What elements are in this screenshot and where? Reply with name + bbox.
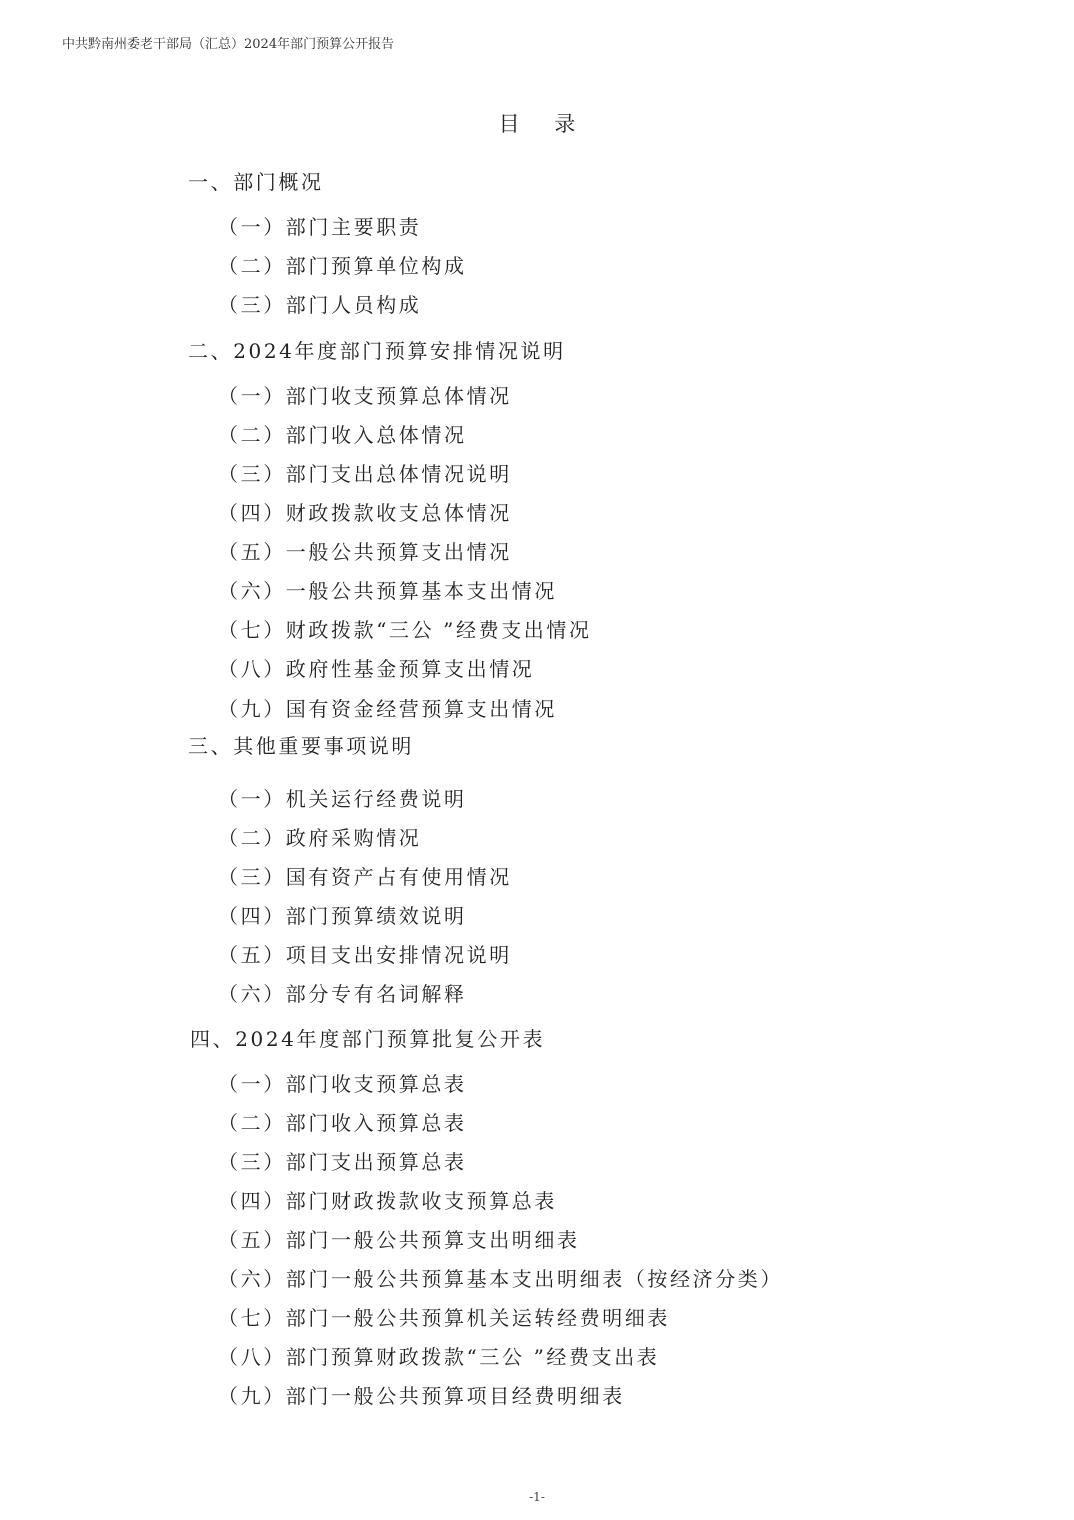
toc-item-2-6[interactable]: （六）一般公共预算基本支出情况 [218, 579, 557, 603]
toc-item-2-5[interactable]: （五）一般公共预算支出情况 [218, 540, 512, 564]
toc-item-3-3[interactable]: （三）国有资产占有使用情况 [218, 865, 512, 889]
running-header: 中共黔南州委老干部局（汇总）2024年部门预算公开报告 [62, 37, 395, 52]
toc-item-4-5[interactable]: （五）部门一般公共预算支出明细表 [218, 1228, 580, 1252]
toc-item-2-8[interactable]: （八）政府性基金预算支出情况 [218, 657, 535, 681]
toc-item-3-6[interactable]: （六）部分专有名词解释 [218, 982, 467, 1006]
toc-item-1-2[interactable]: （二）部门预算单位构成 [218, 254, 467, 278]
toc-item-2-3[interactable]: （三）部门支出总体情况说明 [218, 462, 512, 486]
toc-item-3-2[interactable]: （二）政府采购情况 [218, 826, 422, 850]
page-number: -1- [529, 1490, 545, 1504]
toc-item-4-2[interactable]: （二）部门收入预算总表 [218, 1111, 467, 1135]
toc-item-1-3[interactable]: （三）部门人员构成 [218, 293, 422, 317]
toc-section-3[interactable]: 三、其他重要事项说明 [188, 734, 414, 758]
toc-item-1-1[interactable]: （一）部门主要职责 [218, 215, 422, 239]
toc-item-3-4[interactable]: （四）部门预算绩效说明 [218, 904, 467, 928]
toc-item-2-2[interactable]: （二）部门收入总体情况 [218, 423, 467, 447]
toc-section-1[interactable]: 一、部门概况 [188, 170, 324, 194]
toc-item-4-7[interactable]: （七）部门一般公共预算机关运转经费明细表 [218, 1306, 670, 1330]
toc-title: 目 录 [498, 112, 590, 136]
toc-item-4-9[interactable]: （九）部门一般公共预算项目经费明细表 [218, 1384, 625, 1408]
toc-item-4-1[interactable]: （一）部门收支预算总表 [218, 1072, 467, 1096]
toc-item-2-7[interactable]: （七）财政拨款“三公 ”经费支出情况 [218, 618, 592, 642]
toc-item-4-6[interactable]: （六）部门一般公共预算基本支出明细表（按经济分类） [218, 1267, 783, 1291]
toc-item-2-4[interactable]: （四）财政拨款收支总体情况 [218, 501, 512, 525]
toc-section-4[interactable]: 四、2024年度部门预算批复公开表 [190, 1027, 546, 1051]
toc-item-3-1[interactable]: （一）机关运行经费说明 [218, 787, 467, 811]
toc-item-4-3[interactable]: （三）部门支出预算总表 [218, 1150, 467, 1174]
toc-section-2[interactable]: 二、2024年度部门预算安排情况说明 [188, 339, 566, 363]
toc-item-4-4[interactable]: （四）部门财政拨款收支预算总表 [218, 1189, 557, 1213]
toc-item-2-9[interactable]: （九）国有资金经营预算支出情况 [218, 697, 557, 721]
toc-item-2-1[interactable]: （一）部门收支预算总体情况 [218, 384, 512, 408]
toc-item-3-5[interactable]: （五）项目支出安排情况说明 [218, 943, 512, 967]
toc-item-4-8[interactable]: （八）部门预算财政拨款“三公 ”经费支出表 [218, 1345, 660, 1369]
